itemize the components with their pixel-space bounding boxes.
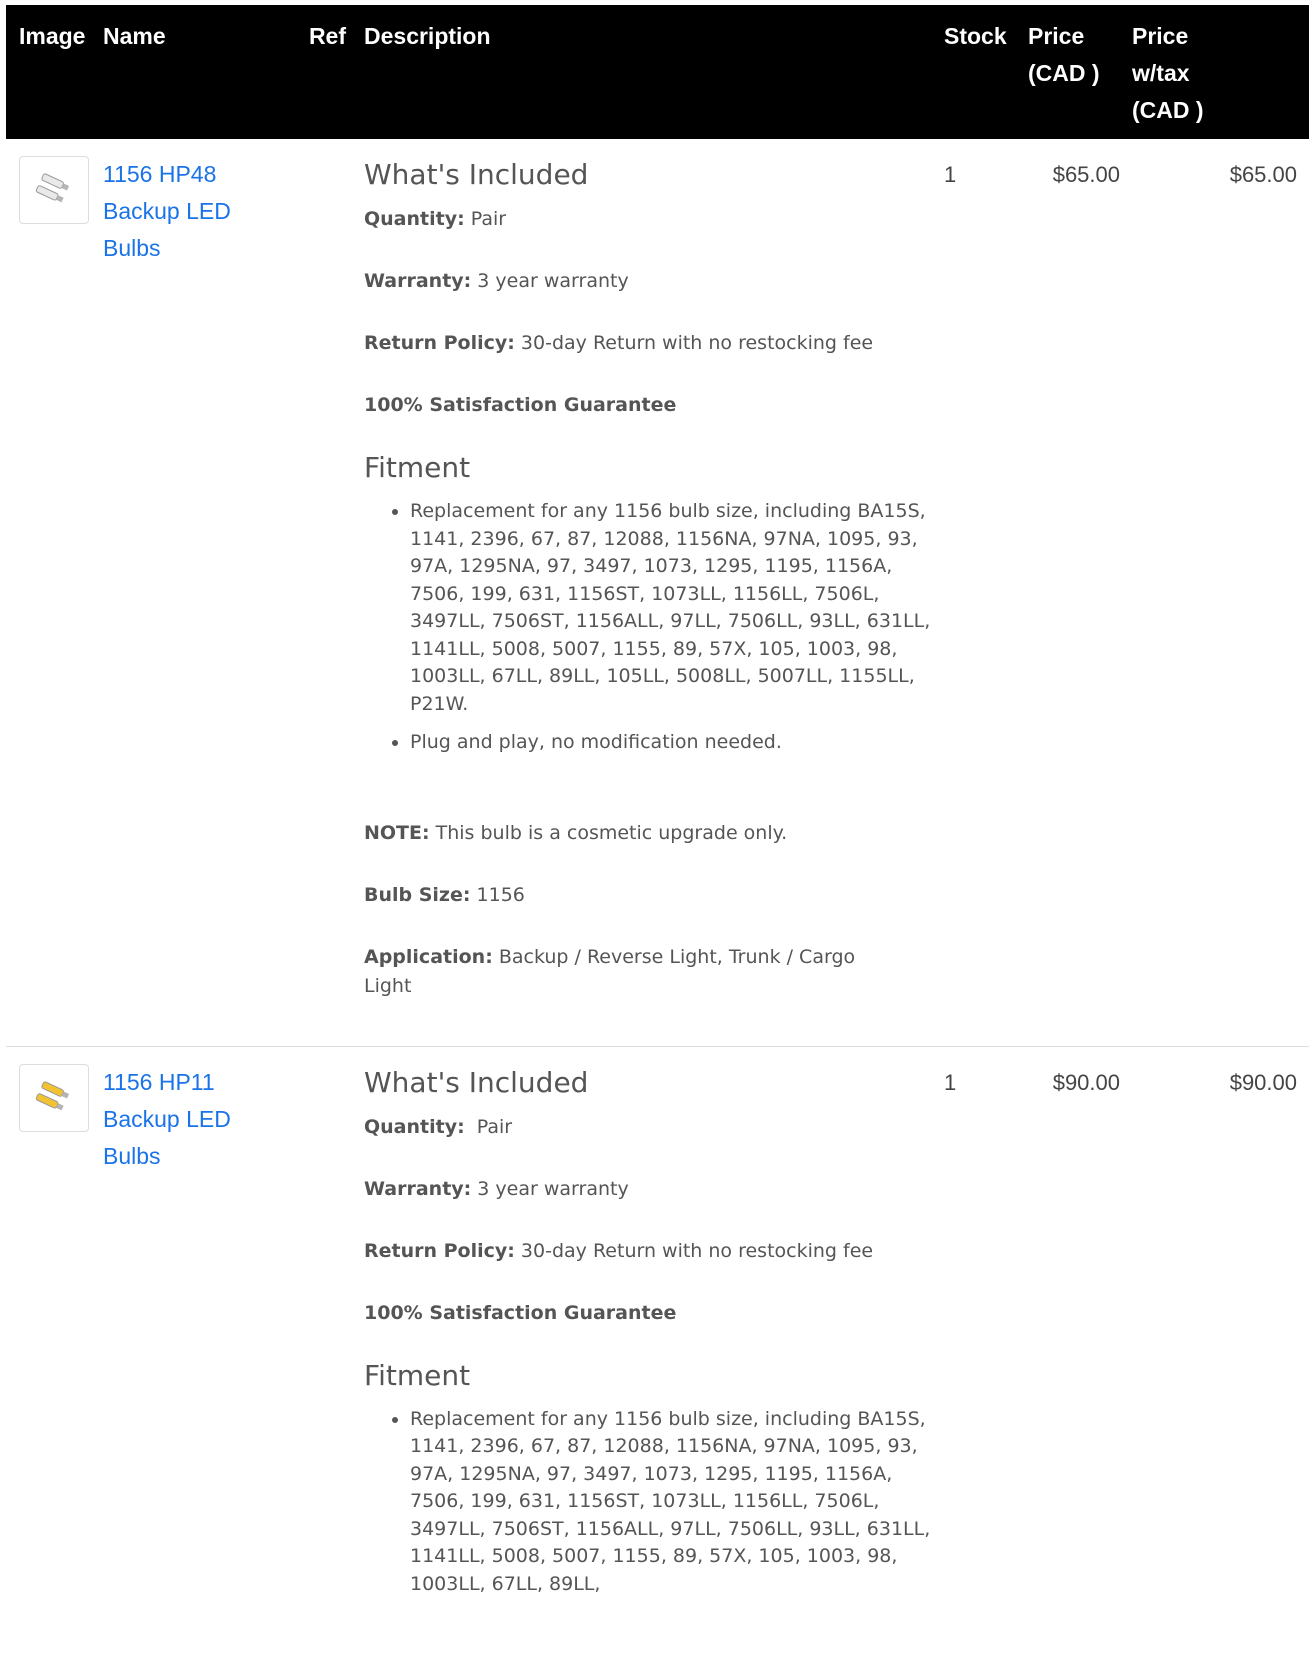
table-row (6, 1046, 1309, 1654)
column-header-price-label: Price (CAD ) (1028, 23, 1100, 86)
fitment-heading: Fitment (364, 1358, 471, 1392)
product-name-cell (103, 1046, 303, 1654)
guarantee-text: 100% Satisfaction Guarantee (364, 1301, 677, 1324)
stock-cell: 1 (944, 162, 957, 187)
price-tax-cell: $65.00 (1229, 162, 1297, 187)
warranty-line (364, 267, 944, 296)
product-ref-cell (303, 1046, 364, 1654)
return-policy-value: 30-day Return with no restocking fee (514, 332, 874, 354)
note-value: This bulb is a cosmetic upgrade only. (429, 821, 788, 844)
product-name-cell (103, 139, 303, 1046)
note-label: NOTE: (364, 821, 430, 844)
column-header-price-tax-label: Price w/tax (CAD ) (1132, 23, 1204, 123)
product-name-link[interactable]: 1156 HP48 Backup LED Bulbs (103, 161, 231, 261)
warranty-value: 3 year warranty (471, 1177, 629, 1200)
column-header-description: Description (364, 23, 491, 49)
column-header-image: Image (19, 23, 86, 49)
guarantee-line (364, 1299, 944, 1328)
quantity-line (364, 1113, 944, 1142)
quantity-label: Quantity: (364, 1115, 465, 1138)
application-label: Application: (364, 945, 493, 968)
table-header (6, 5, 1309, 139)
fitment-heading: Fitment (364, 451, 471, 484)
product-name-link[interactable]: 1156 HP11 Backup LED Bulbs (103, 1068, 231, 1169)
fitment-list (364, 498, 944, 757)
note-line (364, 819, 944, 848)
product-ref-cell (303, 139, 364, 1046)
product-description-cell (364, 139, 944, 1046)
product-thumbnail[interactable] (19, 1064, 89, 1132)
column-header-stock: Stock (944, 23, 1007, 49)
list-item: • Plug and play, no modification needed. (410, 729, 944, 757)
product-thumbnail[interactable] (19, 156, 89, 224)
column-header-price-tax (1132, 5, 1309, 139)
return-policy-line (364, 1237, 944, 1266)
price-tax-cell: $90.00 (1132, 1046, 1309, 1654)
led-bulb-pair-icon (34, 172, 74, 208)
return-policy-label: Return Policy: (364, 332, 515, 354)
quantity-line (364, 205, 944, 234)
warranty-value: 3 year warranty (471, 270, 629, 292)
price-cell: $65.00 (1052, 162, 1120, 187)
guarantee-text: 100% Satisfaction Guarantee (364, 394, 677, 416)
return-policy-label: Return Policy: (364, 1239, 515, 1262)
application-value: Backup / Reverse Light, Trunk / Cargo Light (364, 945, 856, 997)
column-header-name: Name (103, 23, 166, 49)
included-heading: What's Included (364, 1065, 589, 1099)
application-line (364, 943, 884, 1001)
guarantee-line (364, 391, 944, 420)
bulb-size-label: Bulb Size: (364, 883, 471, 906)
product-table-container (6, 5, 1309, 1654)
product-image-cell (6, 139, 103, 1046)
list-item: • Replacement for any 1156 bulb size, including BA15S, 1141, 2396, 67, 87, 12088, 1156NA, 97NA, 1095, 93, 97A, 1295NA, 97, 3497, 1073, 1295, 1195, 1156A, 7506, 199, 631, 1156ST, 1073LL, 1156LL, 7506L, 3497LL, 7506ST, 1156ALL, 97LL, 7506LL, 93LL, 631LL, 1141LL, 5008, 5007, 1155, 89, 57X, 105, 1003, 98, 1003LL, 67LL, 89LL, 105LL, 5008LL, 5007LL, 1155LL, P21W. (410, 498, 944, 718)
quantity-label: Quantity: (364, 208, 465, 230)
price-cell: $90.00 (1028, 1046, 1132, 1654)
list-item: • Replacement for any 1156 bulb size, including BA15S, 1141, 2396, 67, 87, 12088, 1156NA, 97NA, 1095, 93, 97A, 1295NA, 97, 3497, 1073, 1295, 1195, 1156A, 7506, 199, 631, 1156ST, 1073LL, 1156LL, 7506L, 3497LL, 7506ST, 1156ALL, 97LL, 7506LL, 93LL, 631LL, 1141LL, 5008, 5007, 1155, 89, 57X, 105, 1003, 98, 1003LL, 67LL, 89LL, (410, 1406, 944, 1599)
column-header-price (1028, 5, 1132, 139)
product-description-cell (364, 1046, 944, 1654)
warranty-line (364, 1175, 944, 1204)
return-policy-value: 30-day Return with no restocking fee (514, 1239, 874, 1262)
quantity-value: Pair (464, 208, 507, 230)
stock-cell: 1 (944, 1046, 1028, 1654)
bulb-size-line (364, 881, 944, 910)
included-heading: What's Included (364, 158, 589, 191)
product-image-cell (6, 1046, 103, 1654)
quantity-value: Pair (464, 1115, 513, 1138)
bulb-size-value: 1156 (470, 883, 525, 906)
warranty-label: Warranty: (364, 270, 472, 292)
led-bulb-pair-yellow-icon (34, 1080, 74, 1116)
return-policy-line (364, 329, 944, 358)
column-header-ref: Ref (308, 23, 346, 49)
product-table (6, 5, 1309, 1654)
warranty-label: Warranty: (364, 1177, 472, 1200)
fitment-list (364, 1406, 944, 1599)
table-row (6, 139, 1309, 1046)
